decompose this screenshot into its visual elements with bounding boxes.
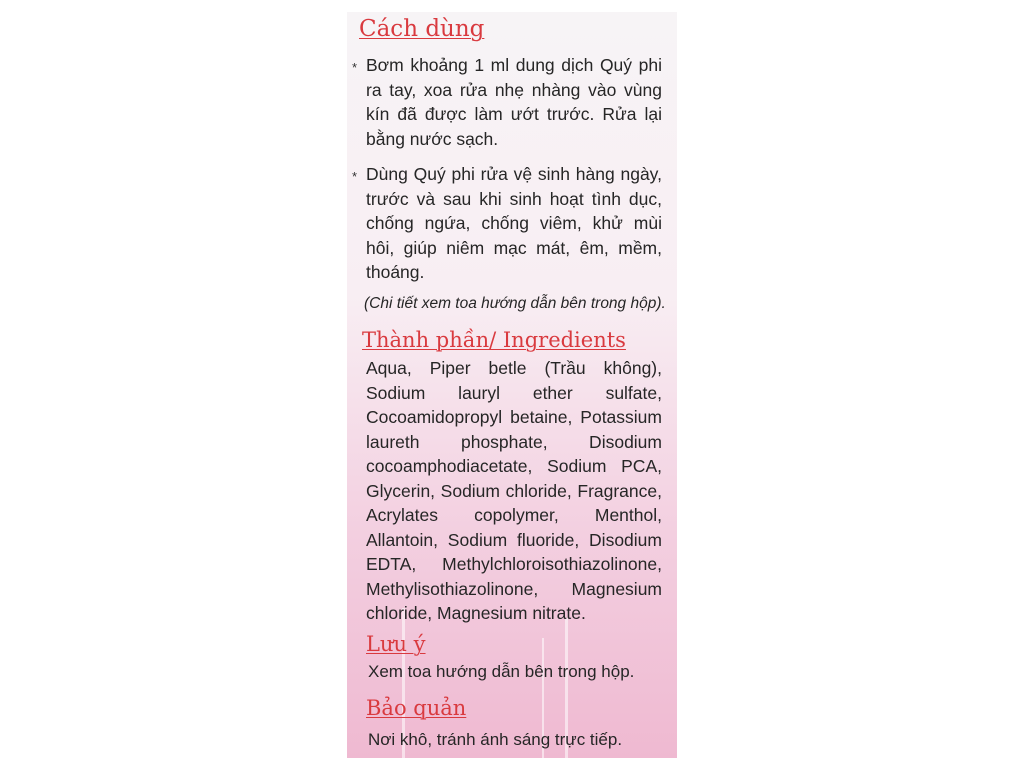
caution-heading: Lưu ý (366, 632, 426, 656)
bullet-star-icon: * (352, 60, 358, 75)
usage-note: (Chi tiết xem toa hướng dẫn bên trong hộp). (364, 295, 666, 312)
ingredients-text: Aqua, Piper betle (Trầu không), Sodium lauryl ether sulfate, Cocoamidopropyl betaine, Potassium laureth phosphate, Disodium cocoamphodiacetate, Sodium PCA, Glycerin, Sodium chloride, Fragrance, Acrylates copolymer, Menthol, Allantoin, Sodium fluoride, Disodium EDTA, Methylchloroisothiazolinone, Methylisothiazolinone, Magnesium chloride, Magnesium nitrate. (366, 358, 662, 623)
usage-heading: Cách dùng (359, 16, 485, 42)
bullet-star-icon: * (352, 169, 358, 184)
ingredients-heading: Thành phần/ Ingredients (362, 328, 626, 352)
product-label-panel (347, 12, 677, 758)
usage-bullet-1: Bơm khoảng 1 ml dung dịch Quý phi ra tay, xoa rửa nhẹ nhàng vào vùng kín đã được làm ướt trước. Rửa lại bằng nước sạch. (366, 55, 662, 149)
storage-heading: Bảo quản (366, 696, 467, 720)
caution-text: Xem toa hướng dẫn bên trong hộp. (368, 662, 635, 681)
storage-text: Nơi khô, tránh ánh sáng trực tiếp. (368, 730, 623, 749)
usage-bullet-2: Dùng Quý phi rửa vệ sinh hàng ngày, trước và sau khi sinh hoạt tình dục, chống ngứa, chống viêm, khử mùi hôi, giúp niêm mạc mát, êm, mềm, thoáng. (366, 164, 662, 282)
